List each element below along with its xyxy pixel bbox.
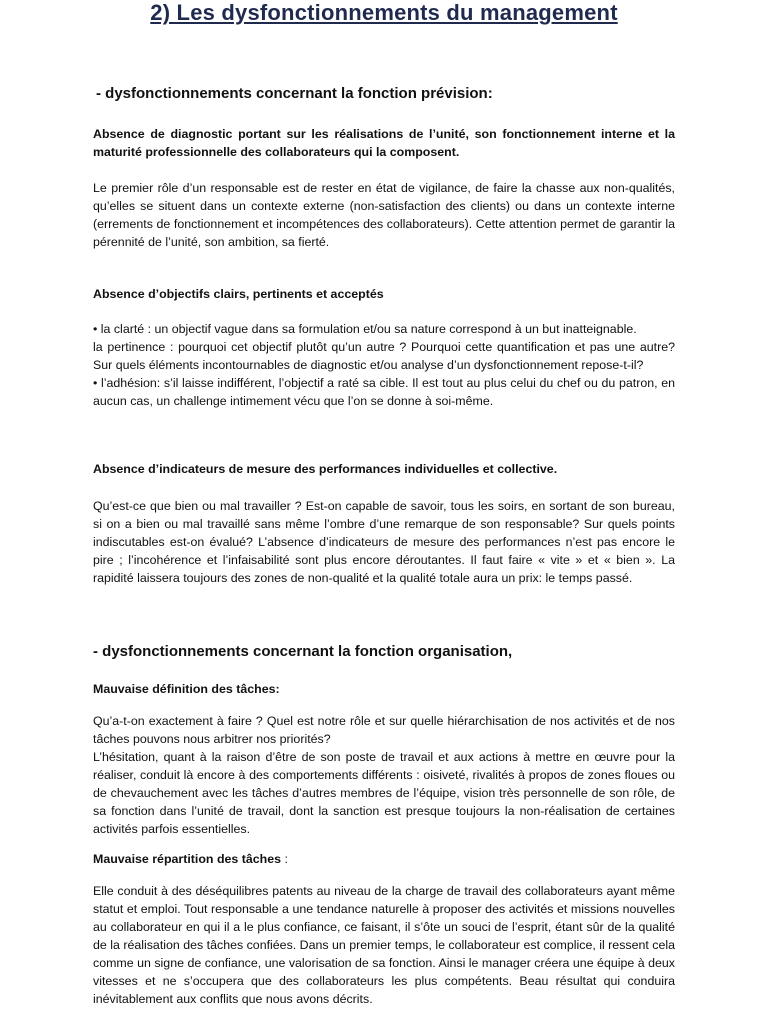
subheading-mauvaise-definition: Mauvaise définition des tâches: [93, 682, 280, 696]
subheading-mauvaise-repartition-line [93, 850, 675, 868]
subheading-absence-objectifs: Absence d’objectifs clairs, pertinents et acceptés [93, 287, 384, 301]
paragraph-vigilance: Le premier rôle d’un responsable est de rester en état de vigilance, de faire la chasse aux non-qualités, qu’elles se situent dans un contexte externe (non-satisfaction des clients) ou dans un contexte interne (errements de fonctionnement et incompétences des collaborateurs). Cette attention permet de garantir la pérennité de l’unité, son ambition, sa fierté. [93, 181, 675, 249]
definition-paragraphs [93, 712, 675, 838]
list-item-pertinence: la pertinence : pourquoi cet objectif plutôt qu’un autre ? Pourquoi cette quantification et pas une autre? Sur quels éléments incontournables de diagnostic et/ou analyse d’un dysfonctionnement repose-t-il? [93, 340, 675, 372]
list-item-adhesion: • l’adhésion: s’il laisse indifférent, l’objectif a raté sa cible. Il est tout au plus celui du chef ou du patron, en aucun cas, un challenge intimement vécu que l’on se donne à soi-même. [93, 376, 675, 408]
objectives-list [93, 320, 675, 410]
page-title: 2) Les dysfonctionnements du management [150, 0, 618, 25]
subheading-mauvaise-repartition: Mauvaise répartition des tâches [93, 852, 281, 866]
list-item-clarte: • la clarté : un objectif vague dans sa formulation et/ou sa nature correspond à un but inatteignable. [93, 322, 637, 336]
subheading-absence-diagnostic: Absence de diagnostic portant sur les réalisations de l’unité, son fonctionnement interne et la maturité professionnelle des collaborateurs qui la composent. [93, 127, 675, 159]
paragraph-bien-mal-travailler: Qu’est-ce que bien ou mal travailler ? Est-on capable de savoir, tous les soirs, en sortant de son bureau, si on a bien ou mal travaillé sans même l’ombre d’une remarque de son responsable? Sur quels points indiscutables est-on évalué? L’absence d’indicateurs de mesure des performances n’est pas encore le pire ; l’incohérence et l’infaisabilité sont plus encore déroutantes. Il faut faire « vite » et « bien ». La rapidité laissera toujours des zones de non-qualité et la qualité totale aura un prix: le temps passé. [93, 499, 675, 585]
section-heading-prevision: - dysfonctionnements concernant la fonction prévision: [96, 85, 493, 102]
subheading-suffix: : [281, 852, 288, 866]
paragraph-desequilibres: Elle conduit à des déséquilibres patents au niveau de la charge de travail des collaborateurs ayant même statut et emploi. Tout responsable a une tendance naturelle à proposer des activités et missions nouvelles au collaborateur en qui il a le plus confiance, ce faisant, il s’ôte un souci de l’esprit, étant sûr de la qualité de la réalisation des tâches confiées. Dans un premier temps, le collaborateur est complice, il ressent cela comme un signe de confiance, une valorisation de sa fonction. Ainsi le manager créera une équipe à deux vitesses et ne s’occupera que des collaborateurs les plus compétents. Beau résultat qui conduira inévitablement aux conflits que nous avons décrits. [93, 884, 675, 1006]
paragraph-quatonexactement: Qu’a-t-on exactement à faire ? Quel est notre rôle et sur quelle hiérarchisation de nos activités et de nos tâches pouvons nous arbitrer nos priorités? [93, 714, 675, 746]
subheading-absence-indicateurs: Absence d’indicateurs de mesure des performances individuelles et collective. [93, 462, 558, 476]
section-heading-organisation: - dysfonctionnements concernant la fonction organisation, [93, 643, 513, 660]
paragraph-hesitation: L’hésitation, quant à la raison d’être de son poste de travail et aux actions à mettre en œuvre pour la réaliser, conduit là encore à des comportements différents : oisiveté, rivalités à propos de zones floues ou de chevauchement avec les tâches d’autres membres de l’équipe, vision très personnelle de son rôle, de sa fonction dans l’unité de travail, dont la sanction est presque toujours la non-réalisation de certaines activités parfois essentielles. [93, 750, 675, 836]
